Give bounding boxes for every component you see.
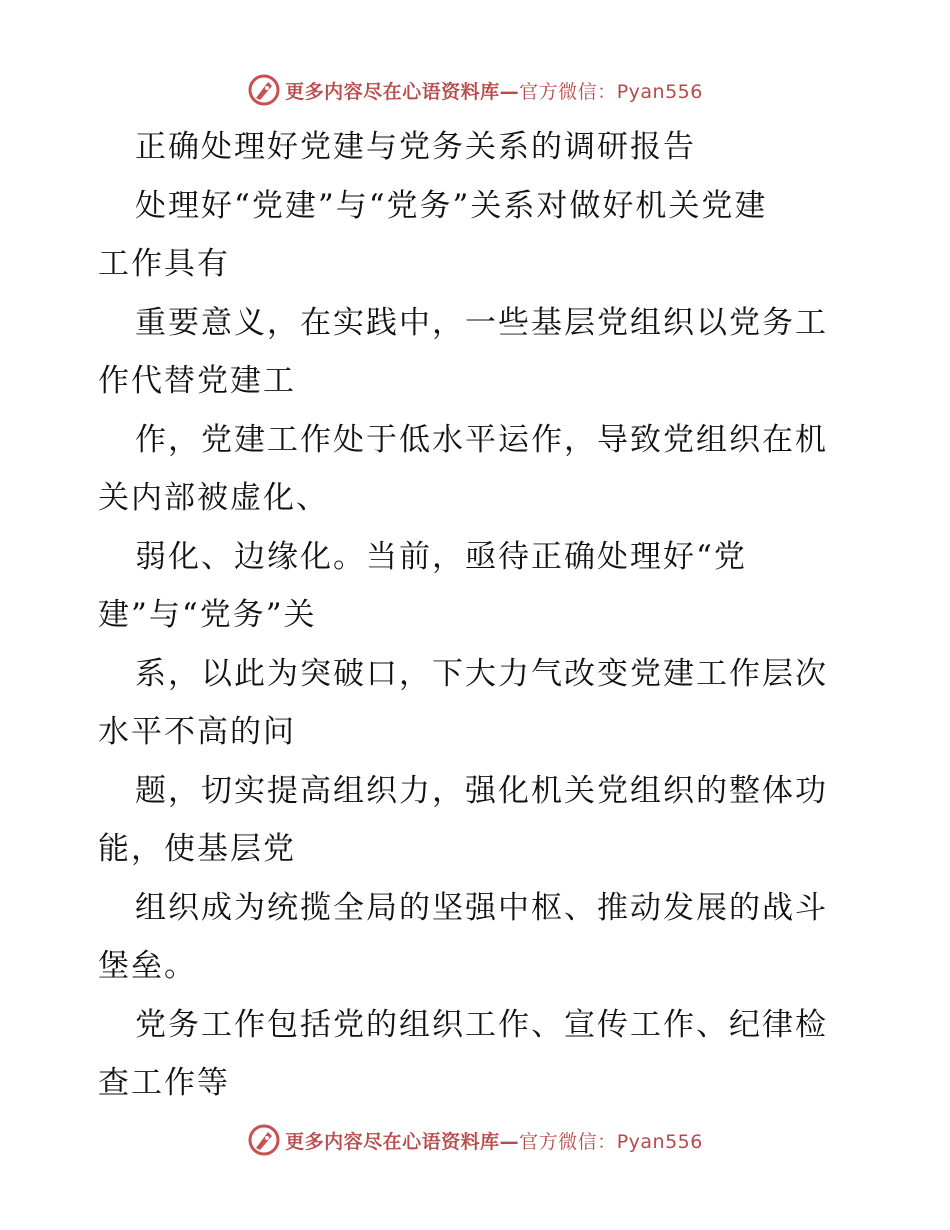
footer-banner-text — [285, 1127, 703, 1154]
paragraph-line: 处理好“党建”与“党务”关系对做好机关党建 — [135, 187, 768, 224]
paragraph-line: 作代替党建工 — [98, 363, 296, 399]
document-body — [98, 118, 854, 1113]
paragraph-line: 重要意义，在实践中，一些基层党组织以党务工 — [135, 304, 828, 341]
header-banner-text — [285, 77, 703, 104]
paragraph-line: 查工作等 — [98, 1065, 230, 1101]
paragraph-line: 能，使基层党 — [98, 831, 296, 867]
footer-banner-slogan: 更多内容尽在心语资料库— — [285, 1130, 520, 1153]
pen-nib-logo-icon — [247, 73, 281, 107]
paragraph-line: 关内部被虚化、 — [98, 480, 329, 516]
footer-banner-wechat-id: Pyan556 — [616, 1130, 703, 1153]
paragraph-line: 弱化、边缘化。当前，亟待正确处理好“党 — [135, 538, 747, 575]
document-title: 正确处理好党建与党务关系的调研报告 — [135, 129, 696, 165]
header-banner-slogan: 更多内容尽在心语资料库— — [285, 80, 520, 103]
pen-nib-logo-icon — [247, 1123, 281, 1157]
paragraph-line: 工作具有 — [98, 246, 230, 282]
paragraph-line: 党务工作包括党的组织工作、宣传工作、纪律检 — [135, 1006, 828, 1043]
header-banner — [0, 70, 950, 110]
paragraph-line: 水平不高的问 — [98, 714, 296, 750]
footer-banner — [0, 1120, 950, 1160]
header-banner-wechat-id: Pyan556 — [616, 80, 703, 103]
paragraph-line: 组织成为统揽全局的坚强中枢、推动发展的战斗 — [135, 889, 828, 926]
paragraph-line: 系，以此为突破口，下大力气改变党建工作层次 — [135, 655, 828, 692]
footer-banner-wechat-label: 官方微信： — [519, 1130, 617, 1153]
paragraph-line: 建”与“党务”关 — [98, 597, 317, 633]
header-banner-wechat-label: 官方微信： — [519, 80, 617, 103]
paragraph-line: 题，切实提高组织力，强化机关党组织的整体功 — [135, 772, 828, 809]
paragraph-line: 堡垒。 — [98, 948, 197, 984]
paragraph-line: 作，党建工作处于低水平运作，导致党组织在机 — [135, 421, 828, 458]
